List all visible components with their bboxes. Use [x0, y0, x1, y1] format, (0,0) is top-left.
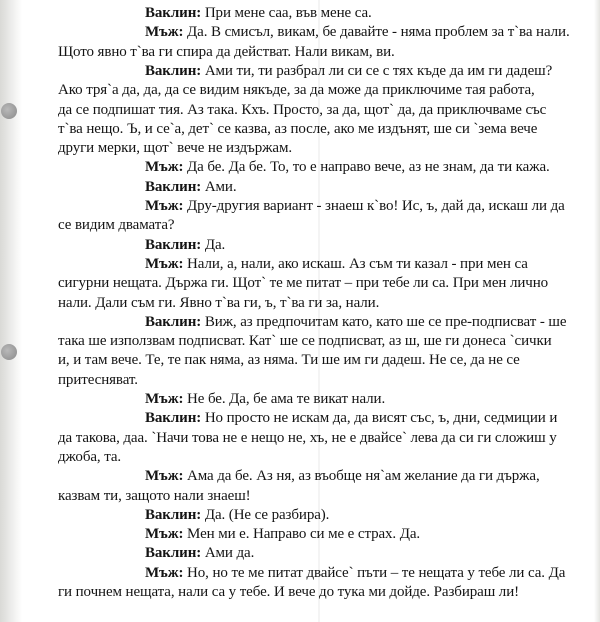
dialogue-line: [58, 584, 519, 601]
dialogue-text-span: Да бе. Да бе. То, то е направо вече, аз не знам, да ти кажа.: [187, 159, 550, 176]
dialogue-text-span: и, и там вече. Те, те пак няма, аз няма. Ти ше им ги дадеш. Не се, да не се: [58, 352, 520, 369]
dialogue-line: [145, 256, 528, 273]
dialogue-text-span: ги почнем нещата, нали са у тебе. И вече до тука ми дойде. Разбираш ли!: [58, 584, 520, 600]
dialogue-line: [58, 217, 174, 234]
speaker-name: Мъж:: [145, 198, 184, 214]
dialogue-line: [145, 237, 225, 254]
dialogue-text-span: Щото явно т`ва ги спира да действат. Нали викам, ви.: [58, 43, 395, 60]
dialogue-text-span: така ше използвам подписват. Кат` ше се подписват, аз ш, ше ги донеса `сички: [58, 333, 552, 350]
dialogue-line: [58, 333, 552, 350]
dialogue-line: [145, 565, 565, 582]
dialogue-text-span: притесняват.: [58, 371, 138, 388]
speaker-name: Ваклин:: [145, 545, 202, 562]
dialogue-line: [58, 488, 251, 505]
dialogue-line: [145, 545, 254, 562]
dialogue-line: [145, 5, 372, 22]
dialogue-text-span: нали. Дали съм ги. Явно т`ва ги, ъ, т`ва ги за, нали.: [58, 294, 380, 311]
dialogue-text-span: Да. (Не се разбира).: [204, 506, 330, 523]
dialogue-line: [58, 449, 121, 466]
dialogue-line: [145, 159, 550, 176]
dialogue-text-span: Да. В смисъл, викам, бе давайте - няма проблем за т`ва нали.: [187, 24, 570, 41]
dialogue-text-span: Но, но те ме питат двайсе` пъти – те нещата у тебе ли са. Да: [187, 564, 566, 581]
dialogue-text-span: т`ва нещо. Ъ, и се`а, дет` се казва, аз после, ако ме издънят, ше си `зема вече: [58, 120, 538, 137]
punch-hole-icon: [1, 344, 17, 360]
dialogue-text-span: други мерки, щот` вече не издържам.: [58, 140, 292, 157]
speaker-name: Ваклин:: [145, 506, 202, 523]
speaker-name: Ваклин:: [145, 62, 202, 79]
dialogue-text-span: Но просто не искам да, да висят със, ъ, дни, седмиции и: [204, 410, 558, 427]
dialogue-line: [145, 410, 557, 427]
dialogue-text-span: се видим двамата?: [58, 217, 175, 234]
dialogue-line: [58, 372, 138, 389]
dialogue-text-span: Ами ти, ти разбрал ли си се с тях къде да им ги дадеш?: [204, 62, 553, 79]
dialogue-line: [58, 430, 557, 447]
dialogue-line: [58, 140, 292, 157]
dialogue-line: [58, 82, 535, 99]
dialogue-line: [58, 295, 379, 312]
speaker-name: Мъж:: [145, 24, 184, 41]
speaker-name: Мъж:: [145, 468, 184, 485]
speaker-name: Ваклин:: [145, 5, 202, 21]
dialogue-line: [145, 391, 385, 408]
dialogue-line: [145, 468, 540, 485]
speaker-name: Ваклин:: [145, 410, 202, 427]
dialogue-line: [145, 314, 566, 331]
dialogue-text-span: казвам ти, защото нали знаеш!: [58, 487, 251, 504]
dialogue-text-span: Не бе. Да, бе ама те викат нали.: [187, 391, 386, 407]
dialogue-line: [145, 198, 565, 215]
dialogue-text-span: да се подпишат тия. Аз така. Кхъ. Просто, за да, щот` да, да приключваме със: [58, 101, 547, 118]
speaker-name: Мъж:: [145, 391, 184, 407]
dialogue-text-span: Ами да.: [204, 545, 255, 562]
dialogue-text-span: сигурни нещата. Държа ги. Щот` те ме питат – при тебе ли са. При мен лично: [58, 275, 549, 292]
speaker-name: Ваклин:: [145, 313, 202, 330]
dialogue-line: [145, 526, 420, 543]
dialogue-line: [58, 352, 520, 369]
dialogue-line: [58, 121, 537, 138]
dialogue-line: [58, 102, 546, 119]
dialogue-text-span: Ама да бе. Аз ня, аз въобще ня`ам желание да ги държа,: [187, 468, 540, 485]
speaker-name: Мъж:: [145, 526, 184, 543]
page-edge-shadow-right: [594, 0, 600, 622]
dialogue-text-span: Нали, а, нали, ако искаш. Аз съм ти казал - при мен са: [187, 255, 528, 272]
speaker-name: Ваклин:: [145, 236, 202, 253]
dialogue-text-span: джоба, та.: [58, 448, 122, 465]
dialogue-text-span: Виж, аз предпочитам като, като ше се пре-подписват - ше: [204, 313, 567, 330]
dialogue-text-span: Мен ми е. Направо си ме е страх. Да.: [187, 526, 421, 543]
dialogue-line: [145, 507, 329, 524]
dialogue-text-span: Дру-другия вариант - знаеш к`во! Ис, ъ, дай да, искаш ли да: [187, 198, 565, 214]
speaker-name: Мъж:: [145, 564, 184, 581]
dialogue-text-span: При мене саа, във мене са.: [204, 5, 372, 21]
dialogue-text-span: Да.: [204, 236, 226, 253]
speaker-name: Мъж:: [145, 255, 184, 272]
dialogue-text-span: Ами.: [204, 178, 237, 195]
punch-hole-icon: [1, 103, 17, 119]
dialogue-line: [145, 24, 570, 41]
dialogue-line: [58, 44, 395, 61]
page-edge-shadow: [0, 0, 22, 622]
dialogue-text-span: Ако тря`а да, да, да се видим някъде, за да може да приключиме тая работа,: [58, 82, 535, 99]
dialogue-text-span: да такова, даа. `Начи това не е нещо не, хъ, не е двайсе` лева да си ги сложиш у: [58, 429, 557, 446]
speaker-name: Мъж:: [145, 159, 184, 176]
speaker-name: Ваклин:: [145, 178, 202, 195]
dialogue-line: [58, 275, 548, 292]
dialogue-line: [145, 63, 552, 80]
dialogue-line: [145, 179, 237, 196]
